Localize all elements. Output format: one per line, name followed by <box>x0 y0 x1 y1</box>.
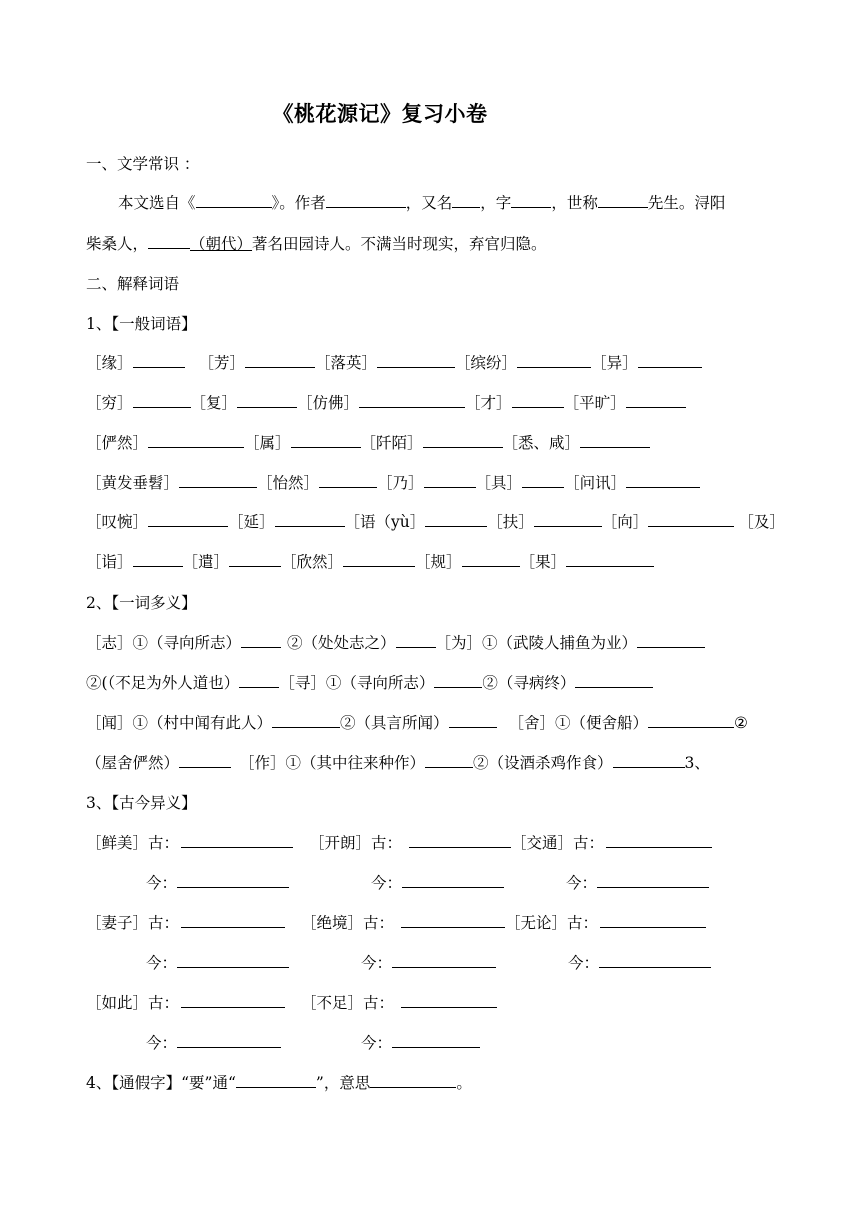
word-term: ［妻子］古： <box>86 914 180 932</box>
blank-answer[interactable] <box>425 511 487 527</box>
ancient-row-6 <box>146 1032 480 1054</box>
word-term: ［缘］ <box>86 354 133 372</box>
blank-answer[interactable] <box>648 712 734 728</box>
word-term: ②(（不足为外人道也） <box>86 674 240 692</box>
word-term: ［果］ <box>519 553 567 571</box>
subsection-tongjia: 4、【通假字】 <box>86 1074 182 1092</box>
blank-answer[interactable] <box>600 912 706 928</box>
word-term: ［不足］古： <box>301 994 395 1012</box>
word-term: ［舍］①（便舍船） <box>508 714 649 732</box>
text-fragment: 著名田园诗人。不满当时现实，弃官归隐。 <box>252 235 547 253</box>
word-term: ［及］ <box>738 513 785 531</box>
word-term: ［语（yù］ <box>344 513 426 531</box>
blank-answer[interactable] <box>133 352 185 368</box>
page-title: 《桃花源记》复习小卷 <box>272 102 488 126</box>
blank-answer[interactable] <box>580 432 650 448</box>
blank-answer[interactable] <box>425 752 473 768</box>
blank-answer[interactable] <box>177 1032 281 1048</box>
word-term: ②（寻病终） <box>482 674 576 692</box>
word-term: ［芳］ <box>198 354 246 372</box>
word-term: 今： <box>146 1034 178 1052</box>
blank-book[interactable] <box>196 192 272 208</box>
text-fragment: ”，意思 <box>315 1074 371 1092</box>
blank-answer[interactable] <box>512 392 564 408</box>
word-term: ［闻］①（村中闻有此人） <box>86 714 273 732</box>
word-term: ［交通］古： <box>511 834 605 852</box>
subsection-multi-meaning: 2、【一词多义】 <box>86 594 197 612</box>
word-term: 3、 <box>684 754 710 772</box>
blank-answer[interactable] <box>237 392 297 408</box>
word-term: ②（设酒杀鸡作食） <box>473 754 613 772</box>
word-term: ［为］①（武陵人捕鱼为业） <box>435 634 638 652</box>
literature-line-2 <box>86 233 547 255</box>
subsection-ancient-modern: 3、【古今异义】 <box>86 794 197 812</box>
text-fragment: “要”通“ <box>181 1074 236 1092</box>
blank-answer[interactable] <box>606 832 712 848</box>
text-fragment: 柴桑人， <box>86 235 149 253</box>
blank-answer[interactable] <box>434 672 482 688</box>
text-fragment: 。 <box>456 1074 472 1092</box>
blank-answer[interactable] <box>177 872 289 888</box>
blank-answer[interactable] <box>517 352 591 368</box>
blank-answer[interactable] <box>402 872 504 888</box>
section-heading-literature: 一、文学常识 ： <box>86 155 200 173</box>
blank-answer[interactable] <box>648 511 734 527</box>
ancient-row-1 <box>86 832 712 854</box>
word-term: ［扶］ <box>487 513 534 531</box>
blank-answer[interactable] <box>462 551 520 567</box>
general-row-1 <box>86 352 702 374</box>
blank-answer[interactable] <box>148 511 228 527</box>
word-term: ［俨然］ <box>86 434 149 452</box>
word-term: ［如此］古： <box>86 994 180 1012</box>
word-term: 今： <box>566 874 598 892</box>
ancient-row-2 <box>146 872 709 894</box>
word-term: ［鲜美］古： <box>86 834 180 852</box>
blank-answer[interactable] <box>179 472 257 488</box>
blank-answer[interactable] <box>229 551 281 567</box>
blank-answer[interactable] <box>566 551 654 567</box>
blank-dynasty[interactable] <box>148 233 190 249</box>
word-term: ［才］ <box>465 394 512 412</box>
word-term: ［叹惋］ <box>86 513 149 531</box>
word-term: ② <box>734 714 748 732</box>
general-row-6 <box>86 551 654 573</box>
text-fragment: 》。作者 <box>271 194 326 212</box>
ancient-row-4 <box>146 952 711 974</box>
blank-answer[interactable] <box>599 952 711 968</box>
blank-answer[interactable] <box>377 352 455 368</box>
blank-answer[interactable] <box>319 472 377 488</box>
word-term: ［怡然］ <box>257 474 320 492</box>
blank-answer[interactable] <box>424 472 476 488</box>
blank-alias[interactable] <box>452 192 480 208</box>
blank-answer[interactable] <box>575 672 653 688</box>
blank-answer[interactable] <box>396 632 436 648</box>
word-term: ［缤纷］ <box>455 354 518 372</box>
subsection-general-words: 1、【一般词语】 <box>86 315 197 333</box>
blank-answer[interactable] <box>392 952 496 968</box>
word-term: ［无论］古： <box>505 914 599 932</box>
dynasty-label: （朝代） <box>190 235 253 253</box>
blank-answer[interactable] <box>179 752 231 768</box>
text-fragment: 本文选自《 <box>118 194 196 212</box>
blank-answer[interactable] <box>291 432 361 448</box>
blank-answer[interactable] <box>181 912 285 928</box>
multi-line-4 <box>86 752 710 774</box>
blank-answer[interactable] <box>522 472 564 488</box>
word-term: ［志］①（寻向所志） <box>86 634 242 652</box>
blank-answer[interactable] <box>181 992 285 1008</box>
blank-answer[interactable] <box>401 912 505 928</box>
word-term: ［阡陌］ <box>360 434 423 452</box>
word-term: ［乃］ <box>377 474 424 492</box>
blank-answer[interactable] <box>133 392 191 408</box>
multi-line-3 <box>86 712 748 734</box>
word-term: ［黄发垂髫］ <box>86 474 180 492</box>
ancient-row-3 <box>86 912 706 934</box>
word-term: ［作］①（其中往来种作） <box>239 754 426 772</box>
blank-answer[interactable] <box>626 472 700 488</box>
blank-author[interactable] <box>326 192 406 208</box>
general-row-3 <box>86 432 650 454</box>
blank-answer[interactable] <box>245 352 315 368</box>
word-term: ［遣］ <box>182 553 230 571</box>
general-row-5 <box>86 511 785 533</box>
word-term: ［欣然］ <box>281 553 344 571</box>
blank-answer[interactable] <box>272 712 340 728</box>
blank-answer[interactable] <box>638 352 702 368</box>
blank-answer[interactable] <box>177 952 289 968</box>
text-fragment: ，世称 <box>551 194 598 212</box>
blank-answer[interactable] <box>401 992 497 1008</box>
word-term: 今： <box>146 874 178 892</box>
word-term: ［属］ <box>244 434 291 452</box>
literature-line-1 <box>118 192 725 214</box>
blank-answer[interactable] <box>343 551 415 567</box>
word-term: 今： <box>361 1034 393 1052</box>
word-term: 今： <box>371 874 403 892</box>
text-fragment: ，又名 <box>405 194 453 212</box>
blank-answer[interactable] <box>370 1072 456 1088</box>
word-term: ［平旷］ <box>563 394 626 412</box>
blank-answer[interactable] <box>626 392 686 408</box>
blank-answer[interactable] <box>597 872 709 888</box>
word-term: 今： <box>146 954 178 972</box>
blank-answer[interactable] <box>181 832 293 848</box>
word-term: ［延］ <box>228 513 275 531</box>
word-term: ［穷］ <box>86 394 133 412</box>
word-term: ［向］ <box>601 513 649 531</box>
general-row-2 <box>86 392 686 414</box>
word-term: ［异］ <box>591 354 638 372</box>
word-term: ［绝境］古： <box>301 914 395 932</box>
blank-answer[interactable] <box>239 672 279 688</box>
word-term: ［诣］ <box>86 553 133 571</box>
blank-answer[interactable] <box>133 551 183 567</box>
ancient-row-5 <box>86 992 497 1014</box>
blank-title[interactable] <box>598 192 648 208</box>
blank-answer[interactable] <box>534 511 602 527</box>
word-term: ②（具言所闻） <box>340 714 449 732</box>
word-term: ［规］ <box>415 553 462 571</box>
multi-line-1 <box>86 632 705 654</box>
blank-answer[interactable] <box>637 632 705 648</box>
blank-courtesy-name[interactable] <box>511 192 551 208</box>
word-term: （屋舍俨然） <box>86 754 180 772</box>
word-term: ②（处处志之） <box>287 634 396 652</box>
blank-answer[interactable] <box>236 1072 316 1088</box>
blank-answer[interactable] <box>409 832 511 848</box>
word-term: ［落英］ <box>315 354 378 372</box>
blank-answer[interactable] <box>241 632 281 648</box>
blank-answer[interactable] <box>423 432 503 448</box>
section-heading-words: 二、解释词语 <box>86 275 180 293</box>
text-fragment: ，字 <box>480 194 512 212</box>
word-term: ［具］ <box>475 474 523 492</box>
word-term: ［开朗］古： <box>309 834 403 852</box>
word-term: ［仿佛］ <box>297 394 360 412</box>
word-term: ［寻］①（寻向所志） <box>279 674 435 692</box>
blank-answer[interactable] <box>613 752 685 768</box>
word-term: ［悉、咸］ <box>502 434 581 452</box>
blank-answer[interactable] <box>392 1032 480 1048</box>
word-term: 今： <box>568 954 600 972</box>
text-fragment: 先生。浔阳 <box>647 194 726 212</box>
blank-answer[interactable] <box>148 432 244 448</box>
word-term: ［复］ <box>190 394 238 412</box>
multi-line-2 <box>86 672 653 694</box>
general-row-4 <box>86 472 700 494</box>
word-term: ［问讯］ <box>564 474 627 492</box>
word-term: 今： <box>361 954 393 972</box>
blank-answer[interactable] <box>359 392 465 408</box>
blank-answer[interactable] <box>449 712 497 728</box>
tongjia-line <box>86 1072 472 1094</box>
blank-answer[interactable] <box>275 511 345 527</box>
